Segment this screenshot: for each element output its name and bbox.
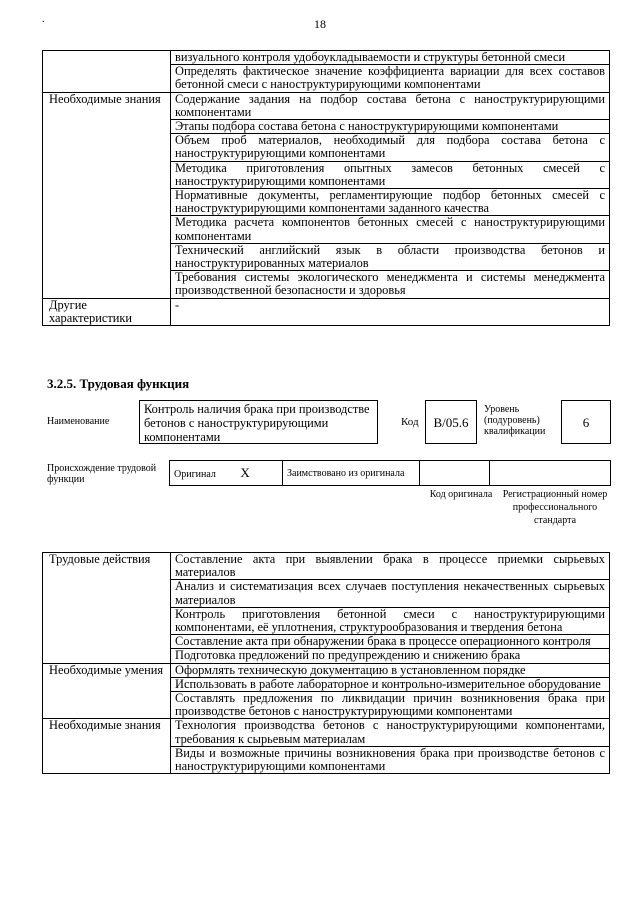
reg-number-cell [490, 461, 611, 486]
row-item: - [171, 298, 610, 325]
row-item: Анализ и систематизация всех случаев поступления некачественных сырьевых материалов [171, 580, 610, 607]
table-row [43, 92, 610, 119]
row-item: Технический английский язык в области производства бетонов и наноструктурированных материалов [171, 243, 610, 270]
reg-number-caption: Регистрационный номер профессионального стандарта [502, 489, 608, 526]
original-mark: X [240, 465, 250, 480]
row-label: Необходимые умения [43, 663, 171, 719]
row-label: Другие характеристики [43, 298, 171, 325]
row-item: Методика приготовления опытных замесов бетонных смесей с наноструктурирующими компонентами [171, 161, 610, 188]
borrowed-cell [283, 461, 420, 486]
table-row [43, 298, 610, 325]
row-item: Методика расчета компонентов бетонных смесей с наноструктурирующими компонентами [171, 216, 610, 243]
row-item: Подготовка предложений по предупреждению и снижению брака [171, 649, 610, 663]
code-label: Код [401, 416, 419, 428]
row-item: Требования системы экологического менеджмента и системы менеджмента производственной безопасности и здоровья [171, 271, 610, 298]
function-name-box [139, 400, 378, 444]
section-title: 3.2.5. Трудовая функция [47, 376, 190, 391]
original-label: Оригинал [174, 469, 216, 480]
table-row [43, 663, 610, 677]
row-item: Нормативные документы, регламентирующие подбор бетонных смесей с наноструктурирующими компонентами заданного качества [171, 189, 610, 216]
row-item: Составление акта при обнаружении брака в процессе операционного контроля [171, 635, 610, 649]
row-item: Составление акта при выявлении брака в процессе приемки сырьевых материалов [171, 553, 610, 580]
level-label: Уровень (подуровень) квалификации [484, 404, 546, 437]
table-top [42, 50, 610, 326]
origin-table [169, 460, 611, 486]
row-item: Определять фактическое значение коэффициента вариации для всех составов бетонной смеси с наноструктурирующими компонентами [171, 65, 610, 92]
page-number: 18 [314, 17, 326, 31]
level-value: 6 [582, 415, 590, 430]
row-item: Оформлять техническую документацию в установленном порядке [171, 663, 610, 677]
row-item: Технология производства бетонов с наноструктурирующими компонентами, требования к сырьевым материалам [171, 719, 610, 746]
row-label: Необходимые знания [43, 92, 171, 298]
row-label: Трудовые действия [43, 553, 171, 664]
name-label: Наименование [47, 416, 110, 427]
row-item: Содержание задания на подбор состава бетона с наноструктурирующими компонентами [171, 92, 610, 119]
table-row [43, 553, 610, 580]
row-label [43, 51, 171, 93]
row-item: Составлять предложения по ликвидации причин возникновения брака при производстве бетонов с наноструктурирующими компонентами [171, 692, 610, 719]
code-box [425, 400, 477, 444]
table-top-body [43, 51, 610, 326]
table-bottom-body [43, 553, 610, 774]
code-original-cell [420, 461, 490, 486]
row-label: Необходимые знания [43, 719, 171, 774]
table-row [43, 51, 610, 65]
table-row [43, 719, 610, 746]
row-item: Использовать в работе лабораторное и контрольно-измерительное оборудование [171, 677, 610, 691]
function-name: Контроль наличия брака при производстве бетонов с наноструктурирующими компонентами [144, 402, 370, 445]
table-bottom [42, 552, 610, 774]
row-item: визуального контроля удобоукладываемости и структуры бетонной смеси [171, 51, 610, 65]
row-item: Объем проб материалов, необходимый для подбора состава бетона с наноструктурирующими компонентами [171, 134, 610, 161]
origin-label: Происхождение трудовой функции [47, 463, 157, 485]
original-cell [170, 461, 283, 486]
code-original-caption: Код оригинала [429, 489, 493, 500]
level-box [561, 400, 611, 444]
row-item: Контроль приготовления бетонной смеси с наноструктурирующими компонентами, её уплотнения, структурообразования и твердения бетона [171, 607, 610, 634]
row-item: Виды и возможные причины возникновения брака при производстве бетонов с наноструктурирующими компонентами [171, 746, 610, 773]
row-item: Этапы подбора состава бетона с наноструктурирующими компонентами [171, 120, 610, 134]
borrowed-label: Заимствовано из оригинала [287, 467, 405, 479]
corner-mark: . [42, 14, 45, 25]
code-value: B/05.6 [433, 415, 469, 430]
